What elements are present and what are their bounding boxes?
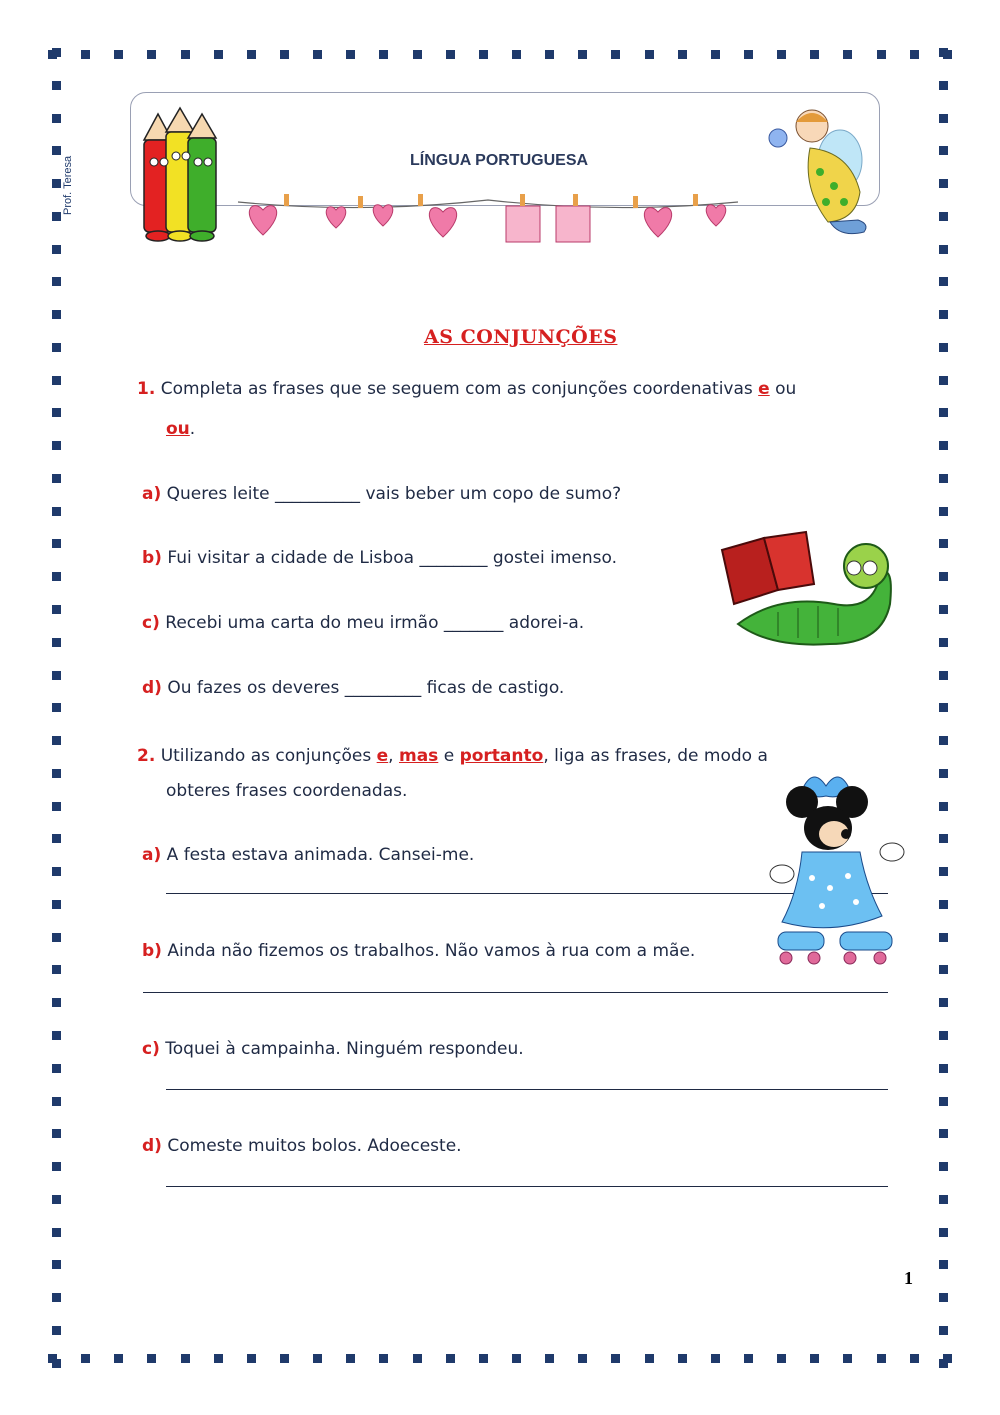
page-number: 1 xyxy=(904,1268,913,1288)
border-dot xyxy=(939,933,948,942)
border-dot xyxy=(939,179,948,188)
border-dot xyxy=(52,572,61,581)
border-dot xyxy=(52,1260,61,1269)
item-text: Fui visitar a cidade de Lisboa xyxy=(167,548,415,568)
border-dot xyxy=(939,146,948,155)
border-dot xyxy=(147,50,156,59)
border-dot xyxy=(877,50,886,59)
item-label: c) xyxy=(142,613,160,633)
border-dot xyxy=(52,1129,61,1138)
q1-word-ou: ou xyxy=(166,419,190,439)
mouse-skater-illustration xyxy=(768,768,908,974)
border-dot xyxy=(52,1162,61,1171)
border-dot xyxy=(52,671,61,680)
border-dot xyxy=(52,179,61,188)
q1-item-d xyxy=(142,678,564,698)
q1-item-a xyxy=(142,484,621,504)
border-dot xyxy=(939,605,948,614)
border-dot xyxy=(939,1064,948,1073)
item-text: adorei-a. xyxy=(508,613,585,633)
border-dot xyxy=(939,867,948,876)
q1-line2 xyxy=(166,419,195,439)
border-dot xyxy=(578,50,587,59)
item-text: vais beber um copo de sumo? xyxy=(365,484,622,504)
item-text: ficas de castigo. xyxy=(426,678,565,698)
q2-line2: obteres frases coordenadas. xyxy=(166,781,408,801)
border-dot xyxy=(939,769,948,778)
border-dot xyxy=(52,146,61,155)
q2-number: 2. xyxy=(137,746,156,766)
border-dot xyxy=(611,50,620,59)
border-dot xyxy=(939,1359,948,1368)
q1-word-e: e xyxy=(758,379,770,399)
border-dot xyxy=(939,441,948,450)
border-dot xyxy=(52,834,61,843)
q2-word-portanto: portanto xyxy=(459,746,544,766)
border-dot xyxy=(939,900,948,909)
border-dot xyxy=(939,212,948,221)
answer-line-c[interactable] xyxy=(166,1089,888,1090)
border-dot xyxy=(52,605,61,614)
bookworm-illustration xyxy=(718,528,896,658)
crayons-illustration xyxy=(128,108,228,243)
q1-number: 1. xyxy=(137,379,156,399)
border-dot xyxy=(939,408,948,417)
border-dot xyxy=(52,802,61,811)
border-dot xyxy=(645,50,654,59)
border-dot xyxy=(52,310,61,319)
border-dot xyxy=(114,1354,123,1363)
border-dot xyxy=(52,1293,61,1302)
header-title: LÍNGUA PORTUGUESA xyxy=(410,152,589,169)
border-dot xyxy=(52,998,61,1007)
border-dot xyxy=(939,1260,948,1269)
border-dot xyxy=(512,50,521,59)
border-dot xyxy=(52,1064,61,1073)
border-dot xyxy=(611,1354,620,1363)
border-dot xyxy=(939,1129,948,1138)
border-dot xyxy=(939,1195,948,1204)
border-dot xyxy=(744,50,753,59)
border-dot xyxy=(52,539,61,548)
q1-text-ou: ou xyxy=(775,379,797,399)
border-dot xyxy=(545,50,554,59)
border-dot xyxy=(379,50,388,59)
border-dot xyxy=(280,1354,289,1363)
border-dot xyxy=(479,50,488,59)
border-dot xyxy=(939,1031,948,1040)
border-dot xyxy=(52,114,61,123)
fairy-illustration xyxy=(762,98,884,244)
q2-and: e xyxy=(443,746,455,766)
border-dot xyxy=(843,50,852,59)
border-dot xyxy=(52,1359,61,1368)
q1-item-c xyxy=(142,613,584,633)
item-label: d) xyxy=(142,678,162,698)
border-dot xyxy=(346,50,355,59)
answer-blank[interactable]: __________ xyxy=(275,484,361,504)
border-dot xyxy=(313,1354,322,1363)
answer-line-d[interactable] xyxy=(166,1186,888,1187)
border-dot xyxy=(52,507,61,516)
q2-word-mas: mas xyxy=(398,746,439,766)
q1-period: . xyxy=(189,419,196,439)
border-dot xyxy=(214,1354,223,1363)
border-dot xyxy=(578,1354,587,1363)
border-dot xyxy=(810,1354,819,1363)
border-dot xyxy=(939,703,948,712)
border-dot xyxy=(939,376,948,385)
border-dot xyxy=(346,1354,355,1363)
border-dot xyxy=(247,50,256,59)
border-dot xyxy=(52,1326,61,1335)
q2-word-e: e xyxy=(376,746,389,766)
answer-line-b[interactable] xyxy=(143,992,888,993)
border-dot xyxy=(810,50,819,59)
answer-blank[interactable]: ________ xyxy=(419,548,488,568)
item-text: Ou fazes os deveres xyxy=(167,678,340,698)
border-dot xyxy=(939,48,948,57)
border-dot xyxy=(479,1354,488,1363)
border-dot xyxy=(446,1354,455,1363)
border-dot xyxy=(52,867,61,876)
border-dot xyxy=(711,1354,720,1363)
author-note: Prof. Teresa xyxy=(62,155,74,215)
border-dot xyxy=(247,1354,256,1363)
border-dot xyxy=(939,671,948,680)
border-dot xyxy=(939,539,948,548)
border-dot xyxy=(52,638,61,647)
border-dot xyxy=(939,1228,948,1237)
border-dot xyxy=(939,1162,948,1171)
border-dot xyxy=(52,474,61,483)
border-dot xyxy=(52,1195,61,1204)
border-dot xyxy=(52,441,61,450)
border-dot xyxy=(939,802,948,811)
q2-text: , liga as frases, de modo a xyxy=(543,746,768,766)
item-text: gostei imenso. xyxy=(492,548,618,568)
border-dot xyxy=(939,834,948,843)
border-dot xyxy=(939,998,948,1007)
border-dot xyxy=(52,245,61,254)
border-dot xyxy=(910,1354,919,1363)
item-label: b) xyxy=(142,941,162,961)
border-dot xyxy=(777,1354,786,1363)
answer-blank[interactable]: _______ xyxy=(443,613,504,633)
border-dot xyxy=(181,50,190,59)
border-dot xyxy=(645,1354,654,1363)
border-dot xyxy=(711,50,720,59)
item-text: Queres leite xyxy=(166,484,270,504)
border-dot xyxy=(214,50,223,59)
border-dot xyxy=(939,1293,948,1302)
border-left xyxy=(52,48,62,1368)
border-dot xyxy=(678,1354,687,1363)
item-text: Comeste muitos bolos. Adoeceste. xyxy=(167,1136,462,1156)
item-label: b) xyxy=(142,548,162,568)
item-label: a) xyxy=(142,845,162,865)
q2-item-a xyxy=(142,845,474,865)
q1-item-b xyxy=(142,548,617,568)
border-dot xyxy=(313,50,322,59)
border-dot xyxy=(52,1228,61,1237)
border-dot xyxy=(877,1354,886,1363)
border-dot xyxy=(939,1097,948,1106)
border-dot xyxy=(52,408,61,417)
item-text: Recebi uma carta do meu irmão xyxy=(165,613,439,633)
border-top xyxy=(48,50,952,60)
item-label: d) xyxy=(142,1136,162,1156)
border-dot xyxy=(939,965,948,974)
q1-text: Completa as frases que se seguem com as conjunções coordenativas xyxy=(160,379,753,399)
border-dot xyxy=(52,736,61,745)
border-bottom xyxy=(48,1354,952,1364)
border-dot xyxy=(413,1354,422,1363)
border-dot xyxy=(52,900,61,909)
border-dot xyxy=(939,114,948,123)
border-dot xyxy=(52,48,61,57)
border-dot xyxy=(777,50,786,59)
answer-blank[interactable]: _________ xyxy=(344,678,422,698)
border-dot xyxy=(413,50,422,59)
border-dot xyxy=(843,1354,852,1363)
item-text: Ainda não fizemos os trabalhos. Não vamos à rua com a mãe. xyxy=(167,941,696,961)
border-dot xyxy=(939,474,948,483)
border-dot xyxy=(678,50,687,59)
border-dot xyxy=(939,343,948,352)
border-dot xyxy=(52,277,61,286)
border-dot xyxy=(52,965,61,974)
border-dot xyxy=(52,81,61,90)
border-right xyxy=(939,48,949,1368)
border-dot xyxy=(939,81,948,90)
q2-text: Utilizando as conjunções xyxy=(160,746,372,766)
border-dot xyxy=(280,50,289,59)
border-dot xyxy=(939,310,948,319)
border-dot xyxy=(744,1354,753,1363)
border-dot xyxy=(52,1031,61,1040)
item-label: c) xyxy=(142,1039,160,1059)
border-dot xyxy=(939,507,948,516)
item-text: A festa estava animada. Cansei-me. xyxy=(166,845,475,865)
border-dot xyxy=(81,1354,90,1363)
q1-line1 xyxy=(137,379,796,399)
border-dot xyxy=(52,769,61,778)
border-dot xyxy=(939,736,948,745)
border-dot xyxy=(181,1354,190,1363)
border-dot xyxy=(52,703,61,712)
border-dot xyxy=(939,1326,948,1335)
border-dot xyxy=(52,933,61,942)
border-dot xyxy=(545,1354,554,1363)
border-dot xyxy=(910,50,919,59)
q2-item-c xyxy=(142,1039,524,1059)
border-dot xyxy=(81,50,90,59)
border-dot xyxy=(446,50,455,59)
border-dot xyxy=(939,638,948,647)
border-dot xyxy=(52,212,61,221)
border-dot xyxy=(52,1097,61,1106)
hearts-garland xyxy=(238,180,738,255)
border-dot xyxy=(114,50,123,59)
border-dot xyxy=(147,1354,156,1363)
border-dot xyxy=(512,1354,521,1363)
q2-comma: , xyxy=(388,746,394,766)
border-dot xyxy=(939,245,948,254)
border-dot xyxy=(52,376,61,385)
worksheet-title: AS CONJUNÇÕES xyxy=(424,326,618,348)
border-dot xyxy=(939,572,948,581)
q2-line1 xyxy=(137,746,768,766)
border-dot xyxy=(379,1354,388,1363)
border-dot xyxy=(52,343,61,352)
q2-item-d xyxy=(142,1136,462,1156)
item-text: Toquei à campainha. Ninguém respondeu. xyxy=(165,1039,524,1059)
border-dot xyxy=(939,277,948,286)
item-label: a) xyxy=(142,484,162,504)
q2-item-b xyxy=(142,941,695,961)
